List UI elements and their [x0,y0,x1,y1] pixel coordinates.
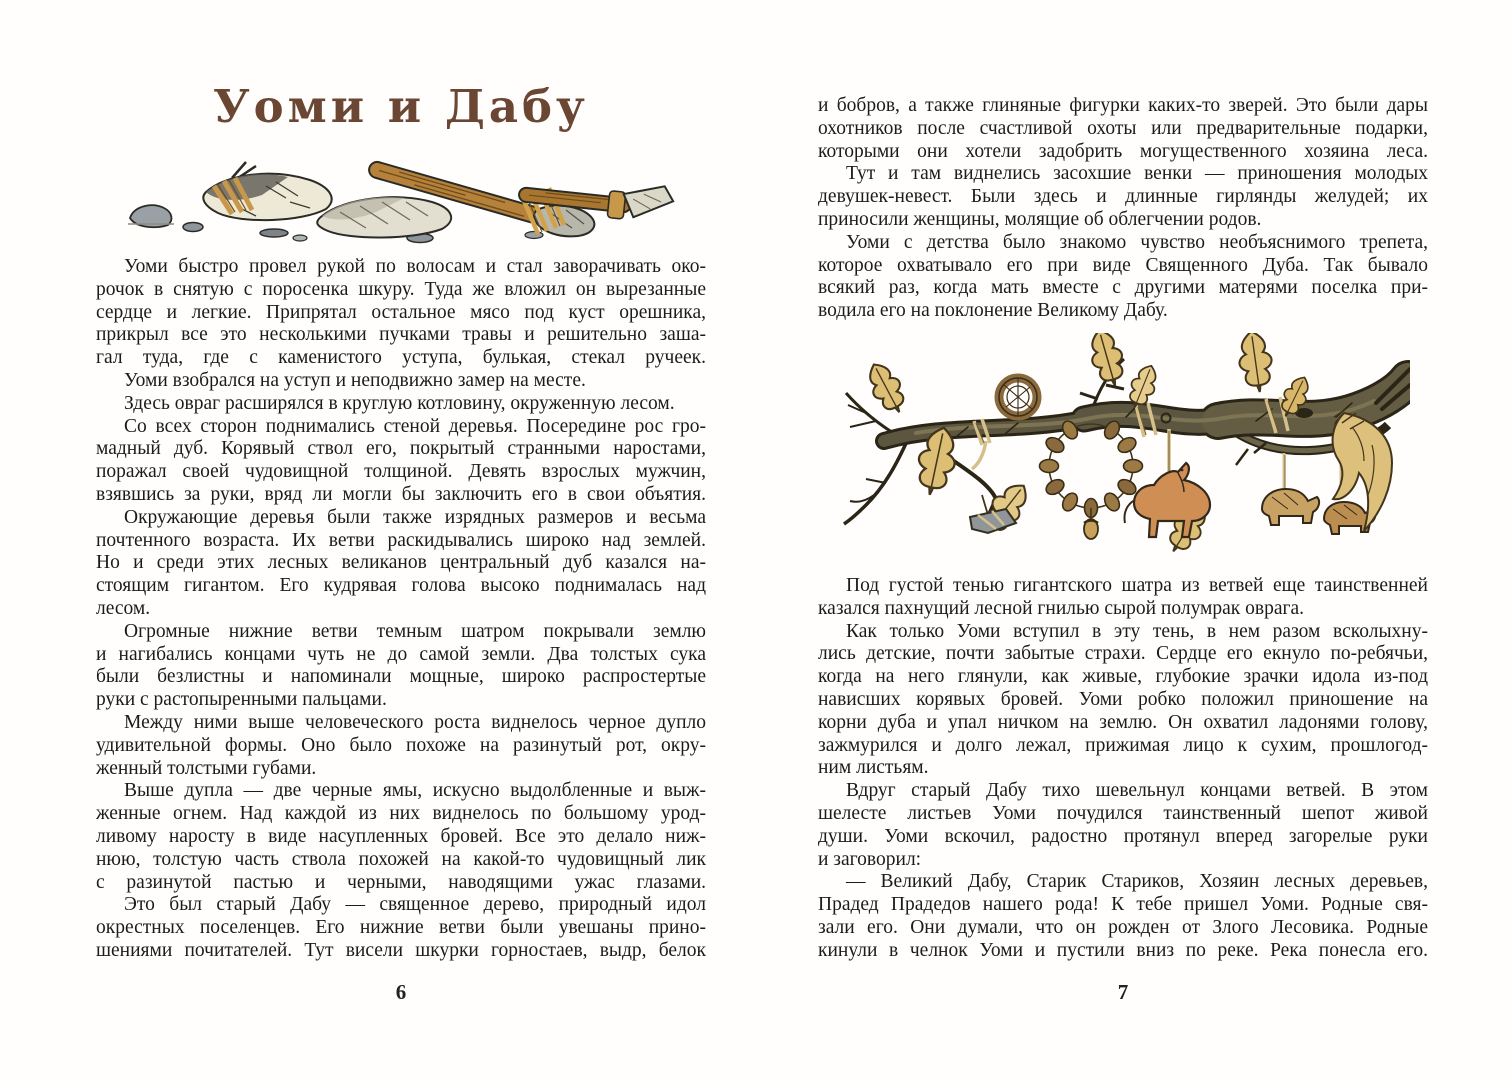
text-line: души. Уоми вскочил, радостно протянул вперед загорелые руки [818,825,1428,847]
text-line: взявшись за руки, вряд ли могли бы заключить его в свои объятия. [96,483,706,505]
text-line: лись детские, почти забытые страхи. Сердце его екнуло по-ребячьи, [818,643,1428,665]
left-page-text [96,256,706,963]
text-line: мадный дуб. Корявый ствол его, покрытый странными наростами, [96,438,706,460]
text-line: удивительной формы. Оно было похоже на разинутый рот, окру- [96,734,706,756]
text-line: гал туда, где с каменистого уступа, булькая, стекал ручеек. [96,347,706,369]
text-line: ним листьям. [818,757,929,779]
text-line: которое охватывало его при виде Священного Дуба. Так бывало [818,254,1428,276]
stone-tools-illustration [114,150,688,246]
text-line: Под густой тенью гигантского шатра из ветвей еще таинственней [846,575,1428,596]
text-line: лесом. [96,597,151,619]
oak-branch-drawing [836,333,1410,567]
text-line: Между ними выше человеческого роста виднелось черное дупло [124,711,706,733]
stone-tools-drawing [114,150,688,246]
text-line: женный толстыми губами. [96,757,317,779]
text-line: Как только Уоми вступил в эту тень, в нем разом всколыхну- [846,620,1428,642]
horse-figurine [1124,429,1210,537]
paragraph [818,871,1428,962]
text-line: Это был старый Дабу — священное дерево, природный идол [124,894,706,916]
text-line: Тут и там виднелись засохшие венки — приношения молодых [846,163,1428,185]
large-flint-stone [317,197,451,237]
text-line: Но и среди этих лесных великанов центральный дуб казался на- [96,552,706,574]
right-page-text-bottom [818,575,1428,963]
text-line: были безлистны и напоминали мощные, широко распростертые [96,666,706,688]
text-line: когда на него глянули, как живые, глубокие зрачки идола из-под [818,666,1428,688]
paragraph [96,370,706,393]
text-line: — Великий Дабу, Старик Стариков, Хозяин лесных деревьев, [846,871,1428,893]
paragraph [818,232,1428,323]
paragraph [818,163,1428,231]
page-right [818,0,1428,1080]
text-line: и бобров, а также глиняные фигурки каких-то зверей. Это были дары [818,95,1428,116]
text-line: Уоми с детства было знакомо чувство необъяснимого трепета, [846,231,1428,253]
text-line: стоящим гигантом. Его кудрявая голова высоко поднималась над [96,575,706,597]
oak-branch-offerings-illustration [836,333,1410,567]
text-line: рочок в снятую с поросенка шкуру. Туда же вложил он вырезанные [96,278,706,300]
text-line: шелесте листьев Уоми почудился таинственный шепот живой [818,802,1428,824]
page-number-right: 7 [1117,980,1129,1004]
text-line: нависших корявых бровей. Уоми робко положил приношение на [818,688,1428,710]
paragraph [96,393,706,416]
paragraph [96,894,706,962]
text-line: охотников после счастливой охоты или предварительные подарки, [818,117,1428,139]
text-line: нюю, толстую часть ствола похожей на какой-то чудовищный лик [96,848,706,870]
text-line: девушек-невест. Были здесь и длинные гирлянды желудей; их [818,186,1428,208]
text-line: и заговорил: [818,848,922,870]
text-line: ливому наросту в виде насупленных бровей. Все это делало ниж- [96,825,706,847]
page-number-left: 6 [395,980,407,1004]
chapter-title: Уоми и Дабу [213,80,589,133]
text-line: кинули в челнок Уоми и пустили вниз по реке. Река понесла его. [818,939,1428,961]
text-line: женные огнем. Над каждой из них виднелось по большому урод- [96,803,706,825]
text-line: которыми они хотели задобрить могущественного хозяина леса. [818,140,1428,162]
text-line: Со всех сторон поднимались стеной деревья. Посередине рос гро- [124,415,706,437]
text-line: и нагибались концами чуть не до самой земли. Два толстых сука [96,643,706,665]
page-left [96,0,706,1080]
text-line: Выше дупла — две черные ямы, искусно выдолбленные и выж- [124,780,706,802]
text-line: почтенного возраста. Их ветви раскидывались широко над землей. [96,529,706,551]
text-line: приносили женщины, молящие об облегчении родов. [818,208,1262,230]
text-line: Здесь овраг расширялся в круглую котловину, окруженную лесом. [124,392,675,414]
text-line: с разинутой пастью и черными, наводящими ужас глазами. [96,871,706,893]
text-line: казался пахнущий лесной гнилью сырой полумрак оврага. [818,597,1305,619]
text-line: Уоми взобрался на уступ и неподвижно замер на месте. [124,369,586,391]
text-line: прикрыл все это несколькими пучками травы и решительно заша- [96,324,706,346]
text-line: всякий раз, когда мать вместе с другими матерями поселка при- [818,277,1428,299]
paragraph [96,507,706,621]
text-line: руки с растопыренными пальцами. [96,689,387,711]
text-line: шениями почитателей. Тут висели шкурки горностаев, выдр, белок [96,939,706,961]
text-line: зали его. Они думали, что он рожден от Злого Лесовика. Родные [818,916,1428,938]
woven-wreath [999,378,1037,416]
paragraph [96,256,706,370]
right-page-text-top [818,95,1428,323]
paragraph [818,95,1428,163]
paragraph [96,416,706,507]
text-line: Окружающие деревья были также изрядных размеров и весьма [124,506,706,528]
acorn-garland [1040,419,1143,539]
text-line: водила его на поклонение Великому Дабу. [818,300,1168,322]
text-line: зажмурился и долго лежал, прижимая лицо к сухим, прошлогод- [818,734,1428,756]
text-line: Прадед Прадедов нашего рода! К тебе пришел Уоми. Родные свя- [818,894,1428,916]
text-line: корни дуба и упал ничком на землю. Он охватил ладонями голову, [818,711,1428,733]
bound-stone-axe [203,162,331,220]
text-line: Уоми быстро провел рукой по волосам и стал заворачивать око- [124,256,706,277]
paragraph [818,780,1428,871]
text-line: окрестных поселенцев. Его нижние ветви были увешаны прино- [96,917,706,939]
paragraph [96,780,706,894]
text-line: Огромные нижние ветви темным шатром покрывали землю [124,620,706,642]
paragraph [96,712,706,780]
paragraph [818,575,1428,621]
paragraph [96,621,706,712]
paragraph [818,621,1428,781]
text-line: поражал своей чудовищной толщиной. Девять взрослых мужчин, [96,461,706,483]
text-line: Вдруг старый Дабу тихо шевельнул концами ветвей. В этом [846,780,1428,802]
text-line: сердце и легкие. Припрятал остальное мясо под куст орешника, [96,301,706,323]
